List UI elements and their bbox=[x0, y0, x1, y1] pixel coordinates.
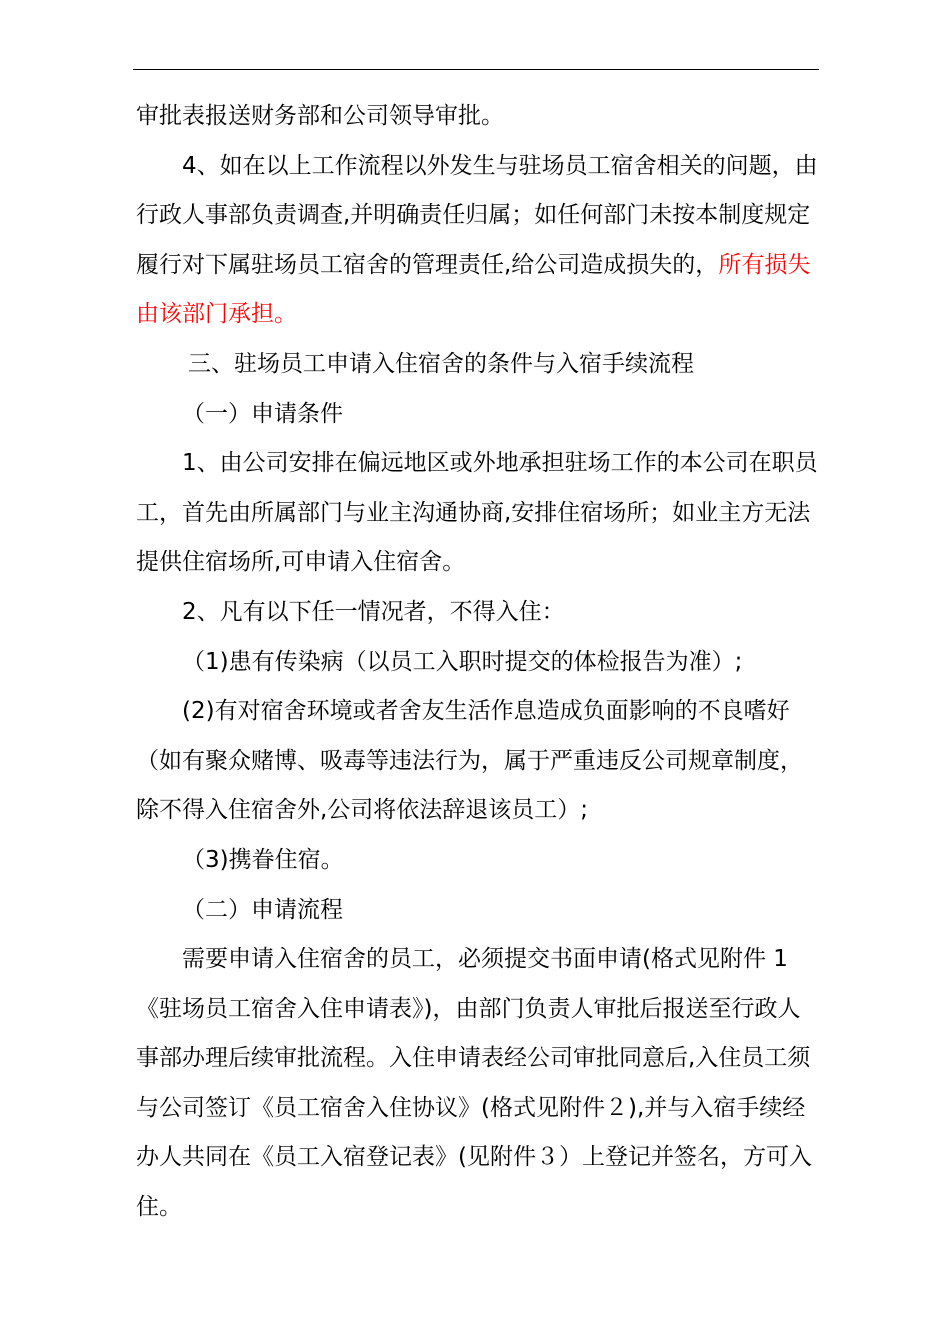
condition-2-item-3: （3)携眷住宿。 bbox=[182, 846, 344, 873]
paragraph-continuation: 审批表报送财务部和公司领导审批。 bbox=[136, 103, 504, 129]
paragraph-item-4-text: 4、如在以上工作流程以外发生与驻场员工宿舍相关的问题，由行政人事部负责调查,并明确责任归属；如任何部门未按本制度规定履行对下属驻场员工宿舍的管理责任,给公司造成损失的， bbox=[136, 152, 818, 278]
header-rule bbox=[133, 69, 819, 70]
document-body bbox=[136, 92, 820, 1233]
condition-2: 2、凡有以下任一情况者，不得入住： bbox=[182, 598, 565, 625]
section-heading: 三、驻场员工申请入住宿舍的条件与入宿手续流程 bbox=[188, 350, 694, 377]
process-paragraph: 需要申请入住宿舍的员工，必须提交书面申请(格式见附件 1《驻场员工宿舍入住申请表》)，由部门负责人审批后报送至行政人事部办理后续审批流程。入住申请表经公司审批同意后,入住员工须与公司签订《员工宿舍入住协议》(格式见附件２),并与入宿手续经办人共同在《员工入宿登记表》(见附件３）上登记并签名，方可入住。 bbox=[136, 946, 812, 1221]
condition-1: 1、由公司安排在偏远地区或外地承担驻场工作的本公司在职员工，首先由所属部门与业主沟通协商,安排住宿场所；如业主方无法提供住宿场所,可申请入住宿舍。 bbox=[136, 450, 818, 576]
subsection-heading-process: （二）申请流程 bbox=[182, 896, 343, 923]
highlight-text: 所有损失由该部门承担。 bbox=[136, 251, 811, 328]
condition-2-item-2: (2)有对宿舍环境或者舍友生活作息造成负面影响的不良嗜好（如有聚众赌博、吸毒等违法行为，属于严重违反公司规章制度，除不得入住宿舍外,公司将依法辞退该员工）; bbox=[136, 698, 803, 824]
condition-2-item-1: （1)患有传染病（以员工入职时提交的体检报告为准）; bbox=[182, 648, 743, 675]
subsection-heading-conditions: （一）申请条件 bbox=[182, 400, 343, 427]
paragraph-item-4 bbox=[136, 142, 820, 340]
